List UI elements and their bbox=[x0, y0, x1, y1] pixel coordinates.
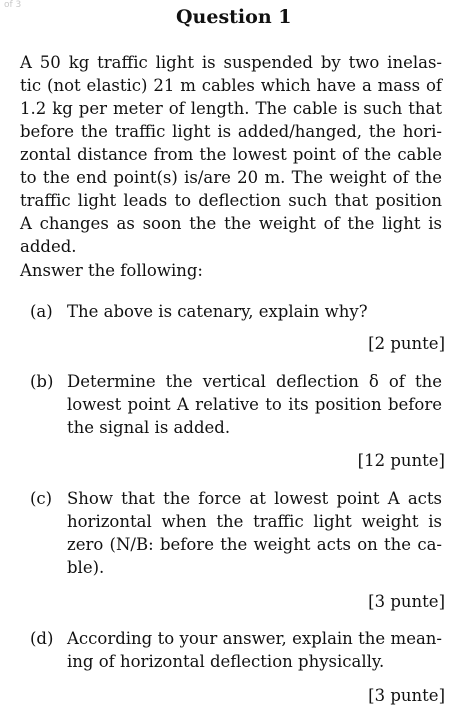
intro-line-1: A 50 kg traffic light is suspended by two inelas- bbox=[20, 53, 442, 72]
item-a-line-1: The above is catenary, explain why? bbox=[67, 302, 368, 321]
item-b-line-2: lowest point A relative to its position before bbox=[67, 395, 442, 414]
question-heading: Question 1 bbox=[176, 6, 292, 28]
intro-line-4: before the traffic light is added/hanged, the hori- bbox=[20, 122, 442, 141]
item-c-points: [3 punte] bbox=[368, 592, 445, 611]
item-c-line-2: horizontal when the traffic light weight is bbox=[67, 512, 442, 531]
item-d-label: (d) bbox=[30, 629, 54, 648]
item-d-line-2: ing of horizontal deflection physically. bbox=[67, 652, 385, 671]
item-b-line-3: the signal is added. bbox=[67, 418, 231, 437]
intro-line-8: A changes as soon the the weight of the light is bbox=[20, 214, 442, 233]
intro-line-3: 1.2 kg per meter of length. The cable is such that bbox=[20, 99, 442, 118]
item-a-label: (a) bbox=[30, 302, 53, 321]
item-c-line-4: ble). bbox=[67, 558, 105, 577]
item-b-label: (b) bbox=[30, 372, 54, 391]
intro-line-7: traffic light leads to deflection such that position bbox=[20, 191, 442, 210]
item-c-label: (c) bbox=[30, 489, 53, 508]
intro-line-6: to the end point(s) is/are 20 m. The weight of the bbox=[20, 168, 442, 187]
intro-line-9: added. bbox=[20, 237, 77, 256]
item-b-points: [12 punte] bbox=[357, 451, 445, 470]
intro-line-2: tic (not elastic) 21 m cables which have a mass of bbox=[20, 76, 442, 95]
item-c-line-3: zero (N/B: before the weight acts on the ca- bbox=[67, 535, 442, 554]
page-marker: of 3 bbox=[4, 0, 22, 10]
item-c-line-1: Show that the force at lowest point A acts bbox=[67, 489, 442, 508]
item-d-points: [3 punte] bbox=[368, 686, 445, 705]
item-d-line-1: According to your answer, explain the mean- bbox=[67, 629, 442, 648]
item-b-line-1: Determine the vertical deflection δ of the bbox=[67, 372, 442, 391]
item-a-points: [2 punte] bbox=[368, 334, 445, 353]
answer-prompt: Answer the following: bbox=[20, 261, 203, 280]
intro-line-5: zontal distance from the lowest point of the cable bbox=[20, 145, 442, 164]
